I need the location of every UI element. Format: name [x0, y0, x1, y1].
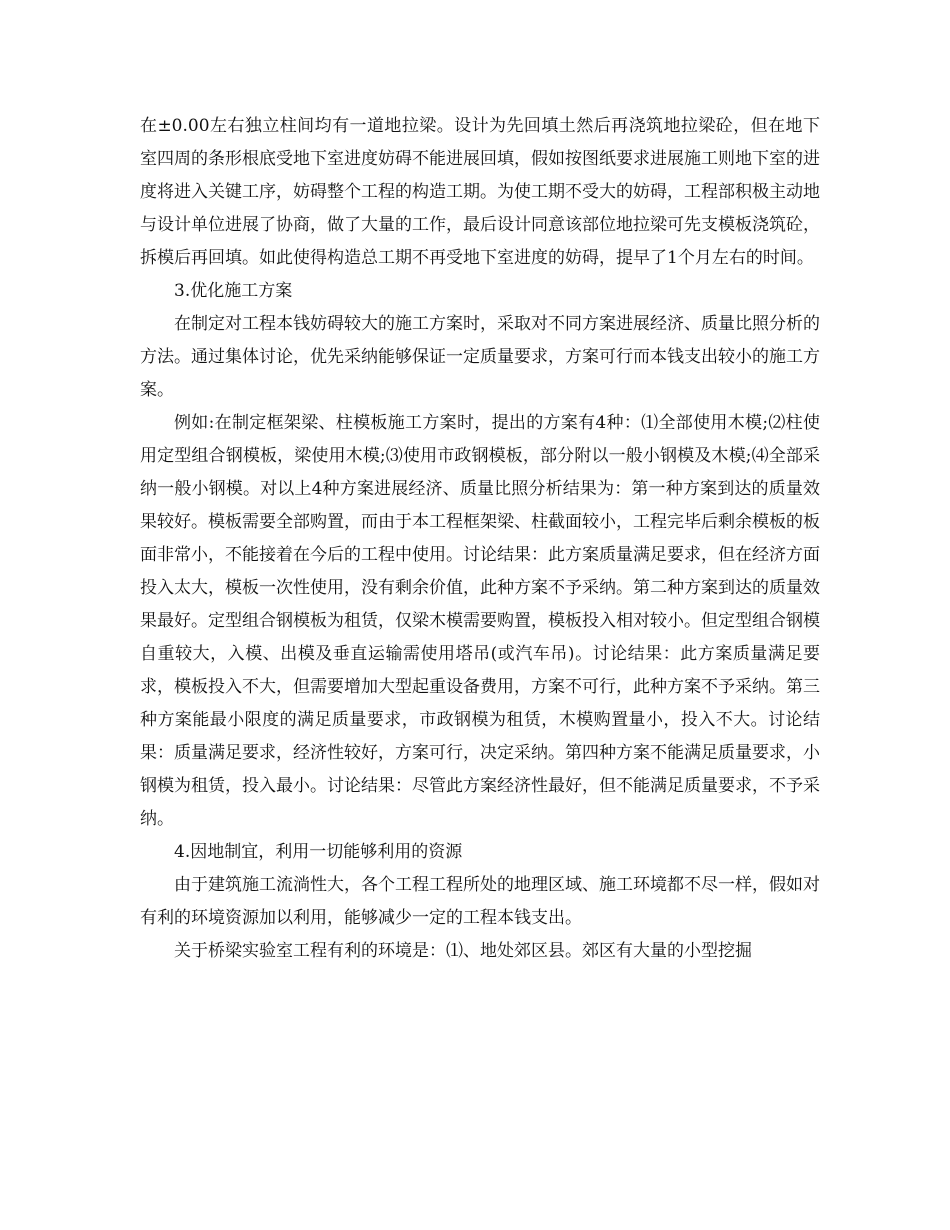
paragraph-tie-beam: 在±0.00左右独立柱间均有一道地拉梁。设计为先回填土然后再浇筑地拉梁砼，但在地下室四周的条形根底受地下室进度妨碍不能进展回填，假如按图纸要求进展施工则地下室的进度将进入关键工序，妨碍整个工程的构造工期。为使工期不受大的妨碍，工程部积极主动地与设计单位进展了协商，做了大量的工作，最后设计同意该部位地拉梁可先支模板浇筑砼，拆模后再回填。如此使得构造总工期不再受地下室进度的妨碍，提早了1个月左右的时间。	[140, 116, 820, 268]
paragraph-bridge-lab: 关于桥梁实验室工程有利的环境是：⑴、地处郊区县。郊区有大量的小型挖掘	[174, 941, 752, 961]
document-body	[140, 110, 820, 968]
section-heading-local-resources: 4.因地制宜，利用一切能够利用的资源	[174, 842, 463, 862]
paragraph-resources-intro: 由于建筑施工流淌性大，各个工程工程所处的地理区域、施工环境都不尽一样，假如对有利的环境资源加以利用，能够减少一定的工程本钱支出。	[140, 875, 820, 928]
paragraph-formwork-example: 例如:在制定框架梁、柱模板施工方案时，提出的方案有4种：⑴全部使用木模;⑵柱使用定型组合钢模板，梁使用木模;⑶使用市政钢模板，部分附以一般小钢模及木模;⑷全部采纳一般小钢模。对以上4种方案进展经济、质量比照分析结果为：第一种方案到达的质量效果较好。模板需要全部购置，而由于本工程框架梁、柱截面较小，工程完毕后剩余模板的板面非常小，不能接着在今后的工程中使用。讨论结果：此方案质量满足要求，但在经济方面投入太大，模板一次性使用，没有剩余价值，此种方案不予采纳。第二种方案到达的质量效果最好。定型组合钢模板为租赁，仅梁木模需要购置，模板投入相对较小。但定型组合钢模自重较大，入模、出模及垂直运输需使用塔吊(或汽车吊)。讨论结果：此方案质量满足要求，模板投入不大，但需要增加大型起重设备费用，方案不可行，此种方案不予采纳。第三种方案能最小限度的满足质量要求，市政钢模为租赁，木模购置量小，投入不大。讨论结果：质量满足要求，经济性较好，方案可行，决定采纳。第四种方案不能满足质量要求，小钢模为租赁，投入最小。讨论结果：尽管此方案经济性最好，但不能满足质量要求，不予采纳。	[140, 413, 820, 829]
section-heading-optimize-plan: 3.优化施工方案	[174, 281, 293, 301]
paragraph-plan-intro: 在制定对工程本钱妨碍较大的施工方案时，采取对不同方案进展经济、质量比照分析的方法。通过集体讨论，优先采纳能够保证一定质量要求，方案可行而本钱支出较小的施工方案。	[140, 314, 820, 400]
